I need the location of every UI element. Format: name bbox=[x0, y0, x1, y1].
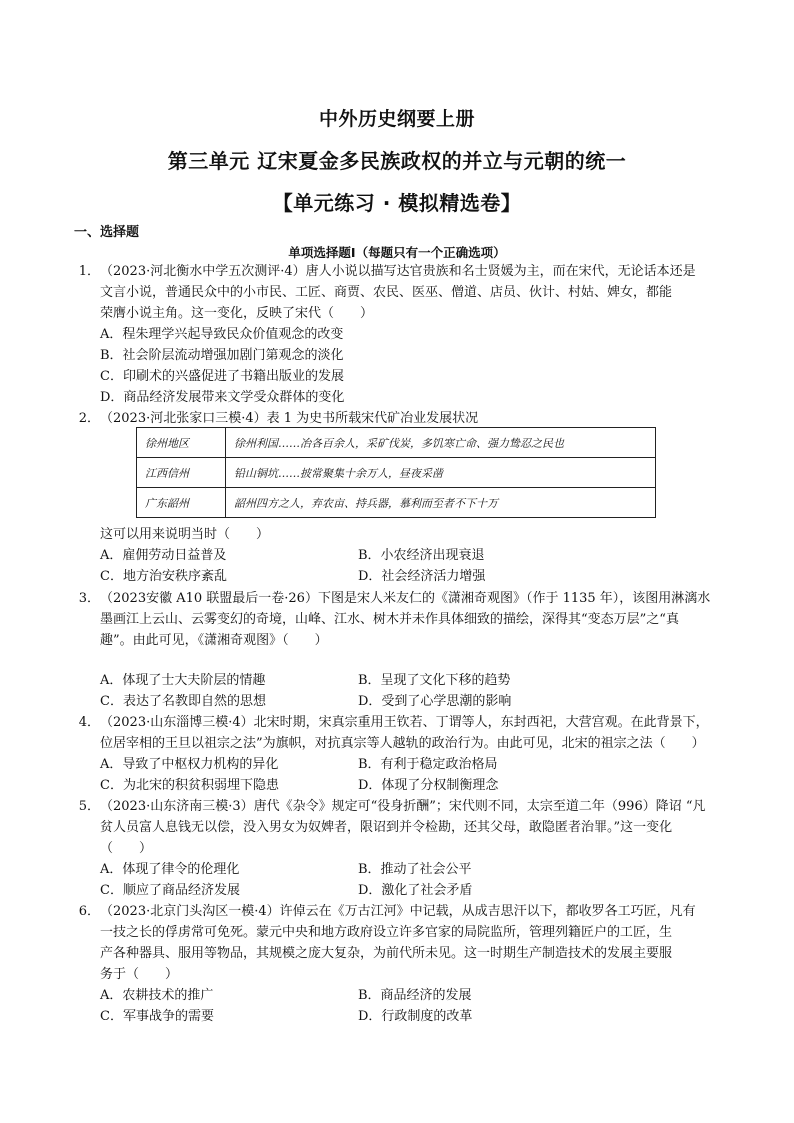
option-5a: A．体现了律令的伦理化 bbox=[100, 862, 240, 877]
option-3d: D．受到了心学思潮的影响 bbox=[358, 694, 512, 709]
section-heading: 一、选择题 bbox=[74, 225, 140, 240]
option-2b: B．小农经济出现衰退 bbox=[358, 548, 485, 563]
option-6a: A．农耕技术的推广 bbox=[100, 988, 214, 1003]
table-row bbox=[137, 458, 656, 488]
option-3c: C．表达了名教即自然的思想 bbox=[100, 694, 266, 709]
option-4d: D．体现了分权制衡理念 bbox=[358, 778, 499, 793]
question-2-stem: 这可以用来说明当时（ ） bbox=[100, 527, 270, 542]
option-4a: A．导致了中枢权力机构的异化 bbox=[100, 757, 279, 772]
option-3b: B．呈现了文化下移的趋势 bbox=[358, 673, 511, 688]
table-row bbox=[137, 428, 656, 458]
question-4: 4．（2023·山东淄博三模·4）北宋时期，宋真宗重用王钦若、丁谓等人，东封西祀，大营宫观。在此背景下， 位居宰相的王旦以祖宗之法”为旗帜，对抗真宗等人越轨的政治行为。由此可见，北宋的祖宗之法（ ） bbox=[78, 715, 709, 751]
question-5: 5．（2023·山东济南三模·3）唐代《杂令》规定可“役身折酬”；宋代则不同，太宗至道二年（996）降诏 “凡 贫人员富人息钱无以偿，没入男女为奴婢者，限诏到并令检勘，还其父母，敢隐匿者治罪。”这一变化 （ ） bbox=[78, 799, 706, 856]
option-4c: C．为北宋的积贫积弱埋下隐患 bbox=[100, 778, 279, 793]
option-2c: C．地方治安秩序紊乱 bbox=[100, 569, 227, 584]
table-cell: 徐州利国……冶各百余人，采矿伐炭，多饥寒亡命、强力鸷忍之民也 bbox=[226, 428, 656, 458]
table-row bbox=[137, 488, 656, 518]
question-3: 3．（2023安徽 A10 联盟最后一卷·26）下图是宋人米友仁的《潇湘奇观图》（作于 1135 年），该图用淋漓水 墨画江上云山、云雾变幻的奇境，山峰、江水、树木并未作具体细致的描绘，深得其“变态万层”之“真 趣”。由此可见，《潇湘奇观图》（ ） bbox=[78, 591, 711, 648]
source-table bbox=[136, 427, 656, 518]
book-title: 中外历史纲要上册 bbox=[318, 108, 475, 130]
option-5c: C．顺应了商品经济发展 bbox=[100, 883, 240, 898]
table-cell: 韶州四方之人，弃农亩、持兵器，慕利而至者不下十万 bbox=[226, 488, 656, 518]
question-6: 6．（2023·北京门头沟区一模·4）许倬云在《万古江河》中记载，从成吉思汗以下，都收罗各工巧匠，凡有 一技之长的俘虏常可免死。蒙元中央和地方政府设立许多官家的局院监所，管理列籍匠户的工匠，生 产各种器具、服用等物品，其规模之庞大复杂，为前代所未见。这一时期生产制造技术的发展主要服 务于（ ） bbox=[78, 904, 696, 982]
option-5d: D．激化了社会矛盾 bbox=[358, 883, 473, 898]
table-cell: 铅山铜坑……披常聚集十余万人，昼夜采凿 bbox=[226, 458, 656, 488]
unit-title: 第三单元 辽宋夏金多民族政权的并立与元朝的统一 bbox=[167, 149, 627, 173]
option-1c: C．印刷术的兴盛促进了书籍出版业的发展 bbox=[100, 369, 344, 384]
option-1b: B．社会阶层流动增强加剧门第观念的淡化 bbox=[100, 348, 344, 363]
option-1a: A．程朱理学兴起导致民众价值观念的改变 bbox=[100, 327, 344, 342]
question-2: 2．（2023·河北张家口三模·4）表 1 为史书所载宋代矿冶业发展状况 bbox=[78, 411, 479, 426]
option-2a: A．雇佣劳动日益普及 bbox=[100, 548, 227, 563]
table-cell: 徐州地区 bbox=[137, 428, 226, 458]
option-1d: D．商品经济发展带来文学受众群体的变化 bbox=[100, 390, 345, 405]
option-4b: B．有利于稳定政治格局 bbox=[358, 757, 498, 772]
option-6b: B．商品经济的发展 bbox=[358, 988, 472, 1003]
option-5b: B．推动了社会公平 bbox=[358, 862, 472, 877]
table-cell: 江西信州 bbox=[137, 458, 226, 488]
option-6d: D．行政制度的改革 bbox=[358, 1009, 473, 1024]
exam-subtitle: 【单元练习 · 模拟精选卷】 bbox=[272, 191, 522, 215]
option-6c: C．军事战争的需要 bbox=[100, 1009, 214, 1024]
subsection-heading: 单项选择题Ⅰ（每题只有一个正确选项） bbox=[288, 245, 506, 260]
option-2d: D．社会经济活力增强 bbox=[358, 569, 486, 584]
option-3a: A．体现了士大夫阶层的情趣 bbox=[100, 673, 266, 688]
table-cell: 广东韶州 bbox=[137, 488, 226, 518]
question-1: 1．（2023·河北衡水中学五次测评·4）唐人小说以描写达官贵族和名士贤媛为主，而在宋代，无论话本还是 文言小说，普通民众中的小市民、工匠、商贾、农民、医巫、僧道、店员、伙计、村姑、婢女，都能 荣膺小说主角。这一变化，反映了宋代（ ） bbox=[78, 264, 696, 321]
